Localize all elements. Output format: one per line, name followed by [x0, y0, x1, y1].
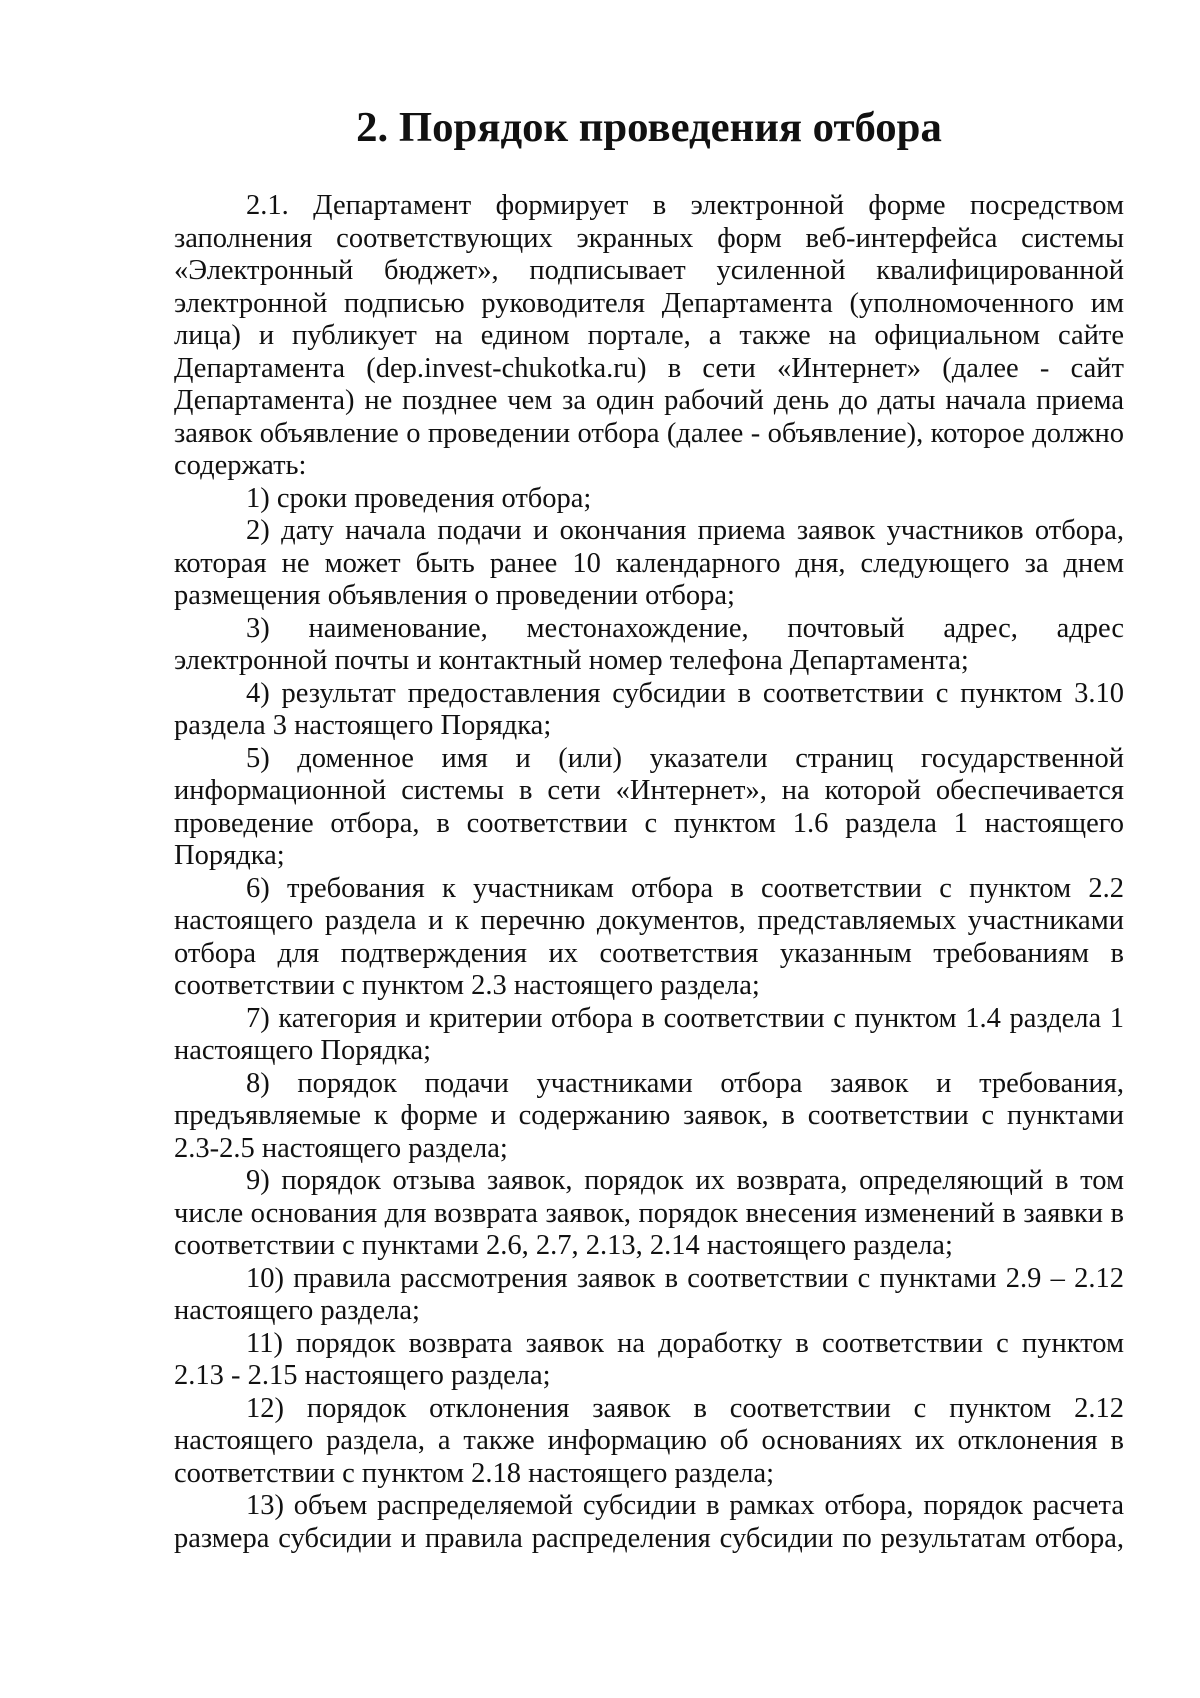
document-page	[174, 104, 1124, 1555]
list-item-2: 2) дату начала подачи и окончания приема заявок участников отбора, которая не может быть ранее 10 календарного дня, следующего за днем размещения объявления о проведении отбора;	[174, 515, 1124, 611]
list-item-12: 12) порядок отклонения заявок в соответствии с пунктом 2.12 настоящего раздела, а также информацию об основаниях их отклонения в соответствии с пунктом 2.18 настоящего раздела;	[174, 1392, 1124, 1489]
list-item-4: 4) результат предоставления субсидии в соответствии с пунктом 3.10 раздела 3 настоящего Порядка;	[174, 677, 1124, 741]
list-item-13: 13) объем распределяемой субсидии в рамках отбора, порядок расчета размера субсидии и правила распределения субсидии по результатам отбора,	[174, 1490, 1124, 1554]
list-item-1: 1) сроки проведения отбора;	[246, 482, 592, 514]
list-item-5: 5) доменное имя и (или) указатели страниц государственной информационной системы в сети «Интернет», на которой обеспечивается проведение отбора, в соответствии с пунктом 1.6 раздела 1 настоящего Порядка;	[174, 742, 1124, 871]
list-item-8: 8) порядок подачи участниками отбора заявок и требования, предъявляемые к форме и содержанию заявок, в соответствии с пунктами 2.3-2.5 настоящего раздела;	[174, 1067, 1124, 1164]
list-item-11: 11) порядок возврата заявок на доработку в соответствии с пунктом 2.13 - 2.15 настоящего раздела;	[174, 1327, 1124, 1391]
list-item-10: 10) правила рассмотрения заявок в соответствии с пунктами 2.9 – 2.12 настоящего раздела;	[174, 1262, 1124, 1326]
section-heading: 2. Порядок проведения отбора	[356, 104, 942, 151]
paragraph-2-1: 2.1. Департамент формирует в электронной форме посредством заполнения соответствующих экранных форм веб-интерфейса системы «Электронный бюджет», подписывает усиленной квалифицированной электронной подписью руководителя Департамента (уполномоченного им лица) и публикует на едином портале, а также на официальном сайте Департамента (dep.invest-chukotka.ru) в сети «Интернет» (далее - сайт Департамента) не позднее чем за один рабочий день до даты начала приема заявок объявление о проведении отбора (далее - объявление), которое должно содержать:	[174, 190, 1124, 481]
list-item-3: 3) наименование, местонахождение, почтовый адрес, адрес электронной почты и контактный номер телефона Департамента;	[174, 612, 1124, 676]
list-item-6: 6) требования к участникам отбора в соответствии с пунктом 2.2 настоящего раздела и к перечню документов, представляемых участниками отбора для подтверждения их соответствия указанным требованиям в соответствии с пунктом 2.3 настоящего раздела;	[174, 872, 1124, 1001]
list-item-7: 7) категория и критерии отбора в соответствии с пунктом 1.4 раздела 1 настоящего Порядка;	[174, 1002, 1124, 1066]
list-item-9: 9) порядок отзыва заявок, порядок их возврата, определяющий в том числе основания для возврата заявок, порядок внесения изменений в заявки в соответствии с пунктами 2.6, 2.7, 2.13, 2.14 настоящего раздела;	[174, 1165, 1124, 1261]
